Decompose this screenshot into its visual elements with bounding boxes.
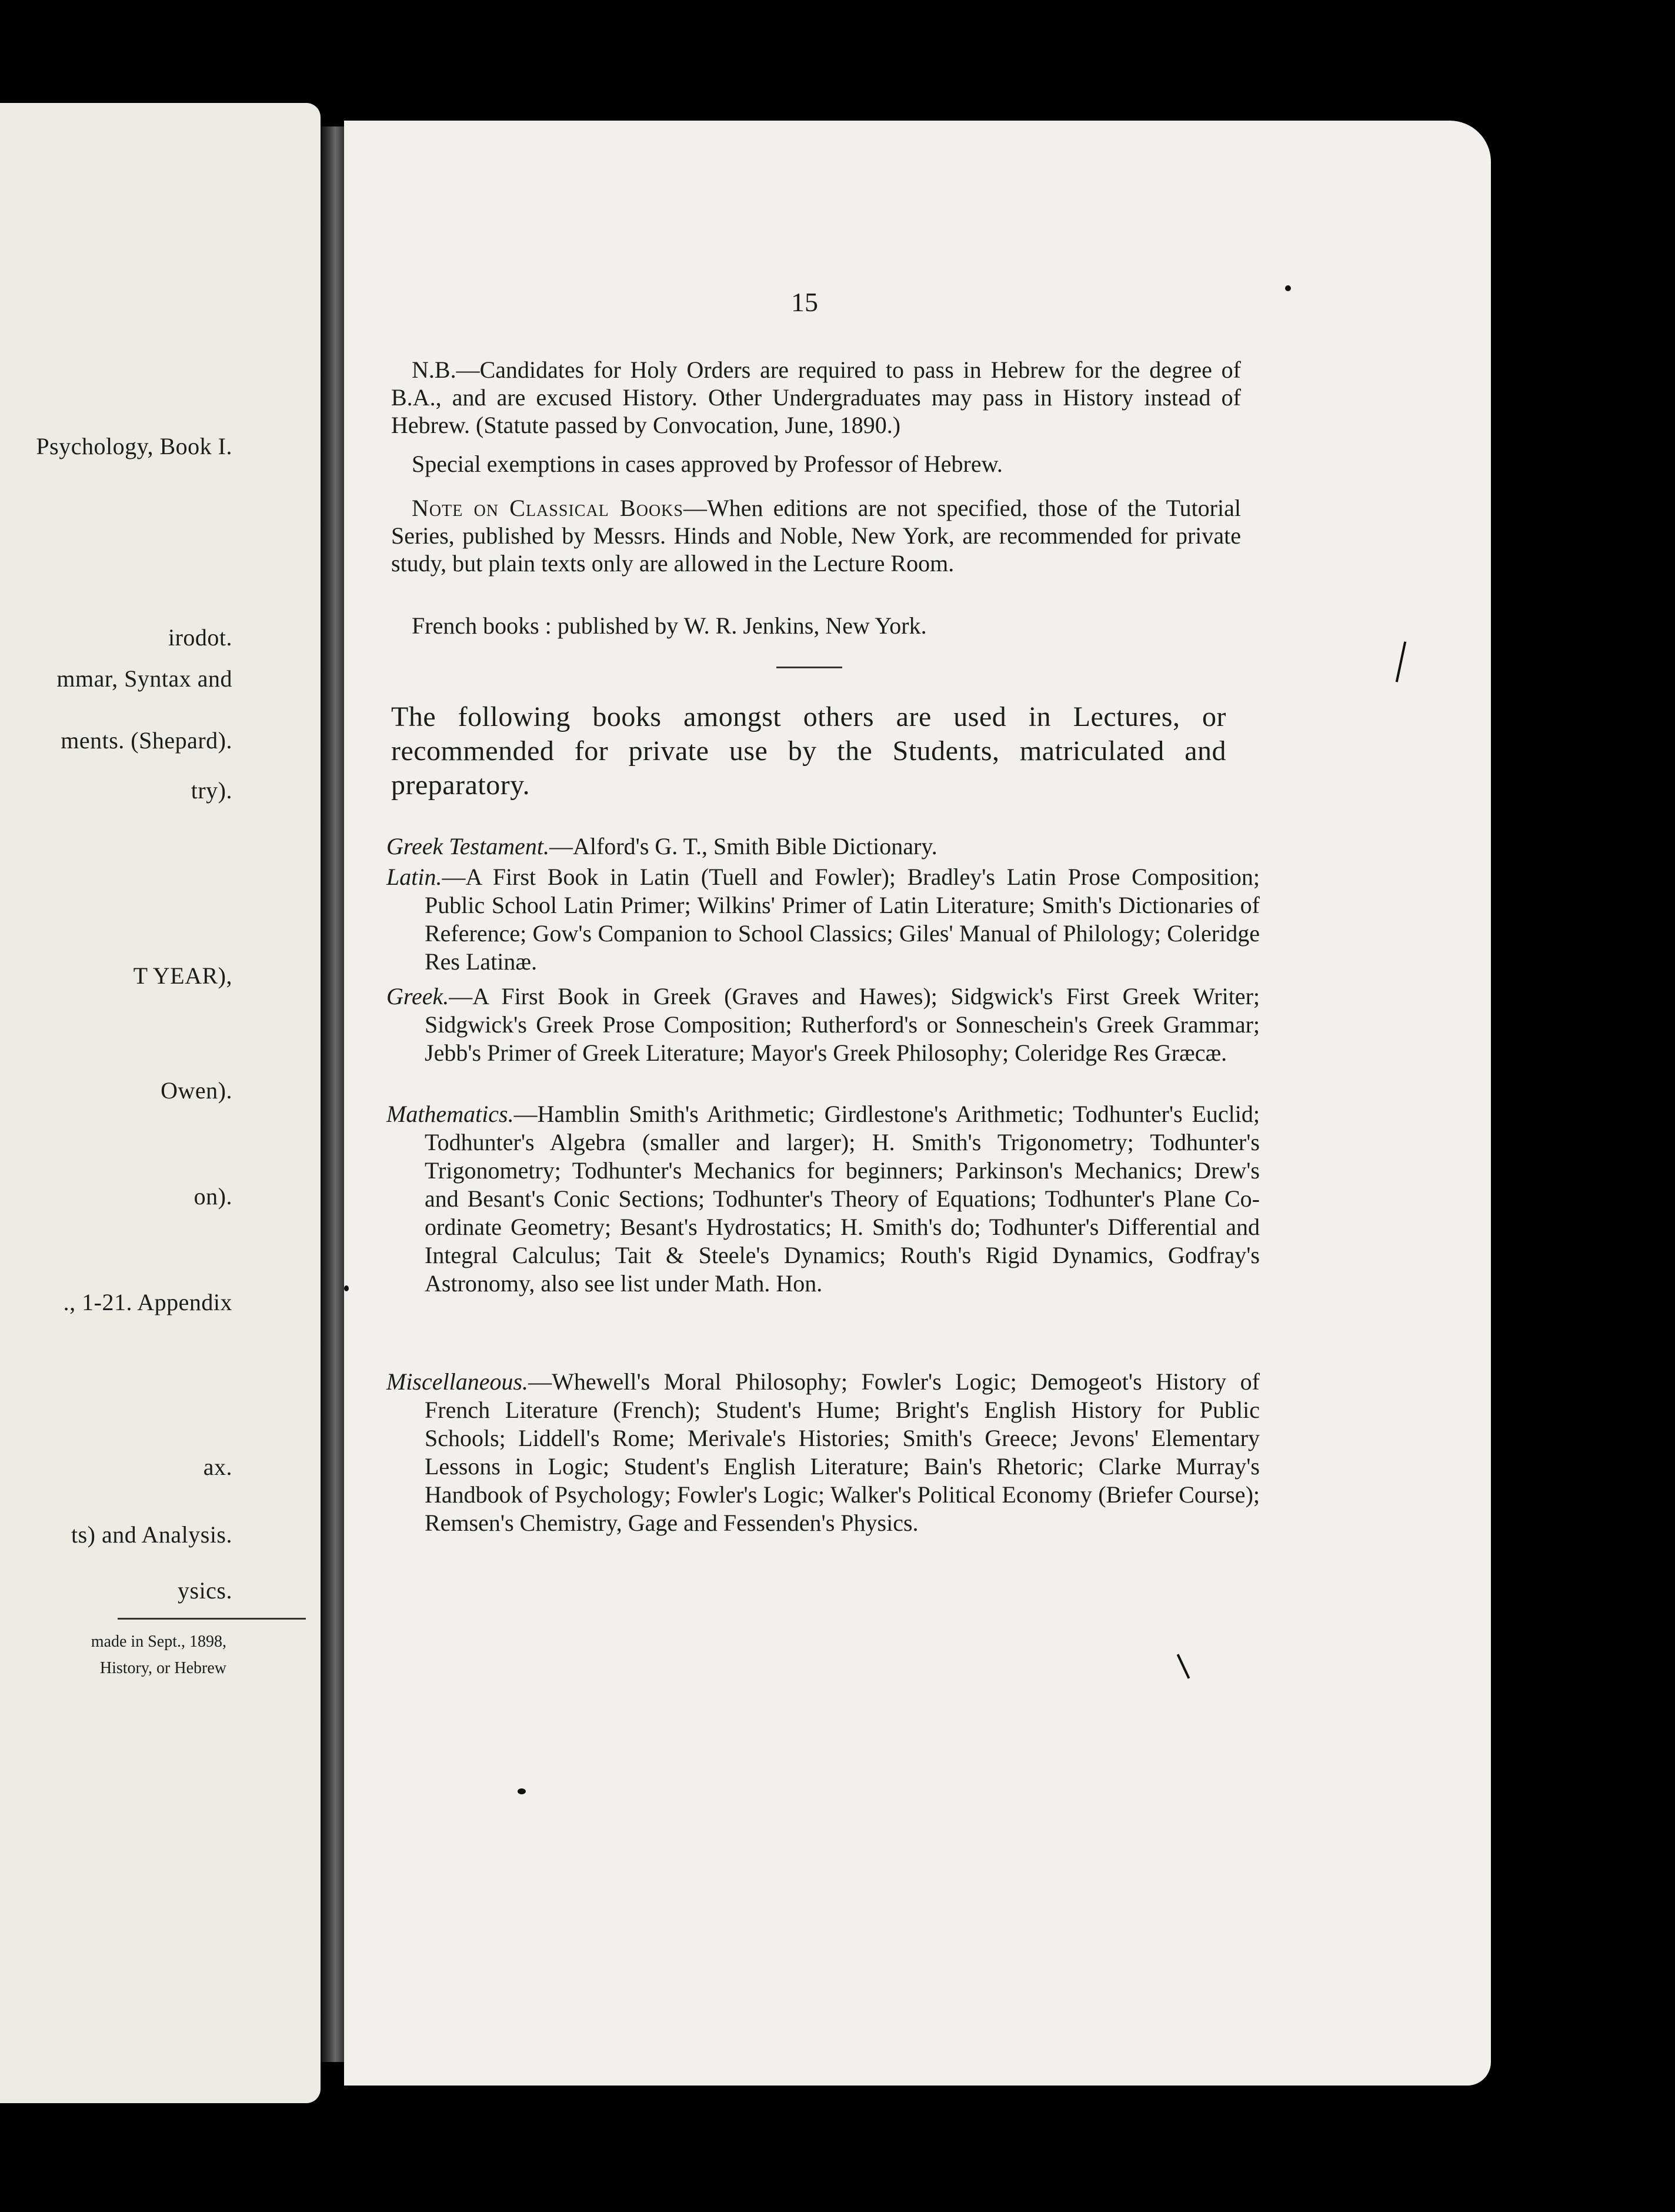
entry-heading: Miscellaneous. [386, 1368, 529, 1395]
left-page-line: irodot. [168, 624, 232, 651]
entry-text: —Alford's G. T., Smith Bible Dictionary. [549, 833, 937, 860]
book-entry-greek [386, 982, 1260, 1067]
left-page-line: try). [191, 777, 232, 804]
book-entry-latin [386, 863, 1260, 976]
left-page-footnote-rule [118, 1618, 306, 1620]
classical-note-heading: Note on Classical Books [412, 495, 683, 521]
speck-mark [518, 1788, 526, 1794]
book-entry-mathematics [386, 1100, 1260, 1298]
left-page-line: ments. (Shepard). [61, 727, 232, 754]
classical-note-text: —When editions are not specified, those of the Tutorial Series, published by Messrs. Hinds and Noble, New York, are recommended for private study, but plain texts only are allowed in the Lecture Room. [391, 495, 1241, 577]
left-page-line: mmar, Syntax and [56, 665, 232, 692]
book-entry-greek-testament [386, 832, 1260, 861]
entry-heading: Mathematics. [386, 1101, 514, 1127]
book-list-introduction: The following books amongst others are used in Lectures, or recommended for private use by the Students, matriculated and preparatory. [391, 701, 1226, 801]
left-page-fragment [0, 103, 321, 2103]
section-divider [776, 667, 842, 668]
left-page-line: T YEAR), [133, 962, 232, 989]
entry-text: —Whewell's Moral Philosophy; Fowler's Logic; Demogeot's History of French Literature (French); Student's Hume; Bright's English History for Public Schools; Liddell's Rome; Merivale's Histories; Smith's Greece; Jevons' Elementary Lessons in Logic; Student's English Literature; Bain's Rhetoric; Clarke Murray's Handbook of Psychology; Fowler's Logic; Walker's Political Economy (Briefer Course); Remsen's Chemistry, Gage and Fessenden's Physics. [425, 1368, 1260, 1536]
page-number: 15 [791, 287, 818, 317]
speck-mark [344, 1285, 349, 1291]
nb-paragraph: N.B.—Candidates for Holy Orders are required to pass in Hebrew for the degree of B.A., and are excused History. Other Undergraduates may pass in History instead of Hebrew. (Statute passed by Convocation, June, 1890.) [391, 357, 1241, 438]
left-page-line: ts) and Analysis. [71, 1521, 232, 1548]
speck-mark [1285, 285, 1291, 291]
left-page-line: Psychology, Book I. [36, 433, 232, 459]
left-page-line: on). [193, 1183, 232, 1210]
entry-text: —A First Book in Greek (Graves and Hawes); Sidgwick's First Greek Writer; Sidgwick's Greek Prose Composition; Rutherford's or Sonneschein's Greek Grammar; Jebb's Primer of Greek Literature; Mayor's Greek Philosophy; Coleridge Res Græcæ. [425, 983, 1260, 1066]
entry-heading: Greek. [386, 983, 449, 1010]
left-page-footnote: History, or Hebrew [99, 1659, 226, 1677]
book-entry-miscellaneous [386, 1368, 1260, 1537]
entry-heading: Latin. [386, 864, 442, 890]
left-page-line: ax. [203, 1454, 232, 1480]
left-page-footnote: made in Sept., 1898, [91, 1633, 226, 1651]
french-books-paragraph: French books : published by W. R. Jenkins, New York. [412, 612, 927, 639]
book-spine [321, 126, 345, 2062]
classical-books-note [391, 494, 1241, 577]
left-page-line: ., 1-21. Appendix [63, 1289, 232, 1315]
left-page-line: Owen). [161, 1077, 232, 1104]
entry-heading: Greek Testament. [386, 833, 549, 860]
right-page [344, 121, 1491, 2086]
exemptions-paragraph: Special exemptions in cases approved by Professor of Hebrew. [412, 451, 1003, 477]
entry-text: —Hamblin Smith's Arithmetic; Girdlestone's Arithmetic; Todhunter's Euclid; Todhunter's Algebra (smaller and larger); H. Smith's Trigonometry; Todhunter's Trigonometry; Todhunter's Mechanics for beginners; Parkinson's Mechanics; Drew's and Besant's Conic Sections; Todhunter's Theory of Equations; Todhunter's Plane Co-ordinate Geometry; Besant's Hydrostatics; H. Smith's do; Todhunter's Differential and Integral Calculus; Tait & Steele's Dynamics; Routh's Rigid Dynamics, Godfray's Astronomy, also see list under Math. Hon. [425, 1101, 1260, 1297]
entry-text: —A First Book in Latin (Tuell and Fowler); Bradley's Latin Prose Composition; Public School Latin Primer; Wilkins' Primer of Latin Literature; Smith's Dictionaries of Reference; Gow's Companion to School Classics; Giles' Manual of Philology; Coleridge Res Latinæ. [425, 864, 1260, 975]
left-page-line: ysics. [178, 1577, 232, 1604]
